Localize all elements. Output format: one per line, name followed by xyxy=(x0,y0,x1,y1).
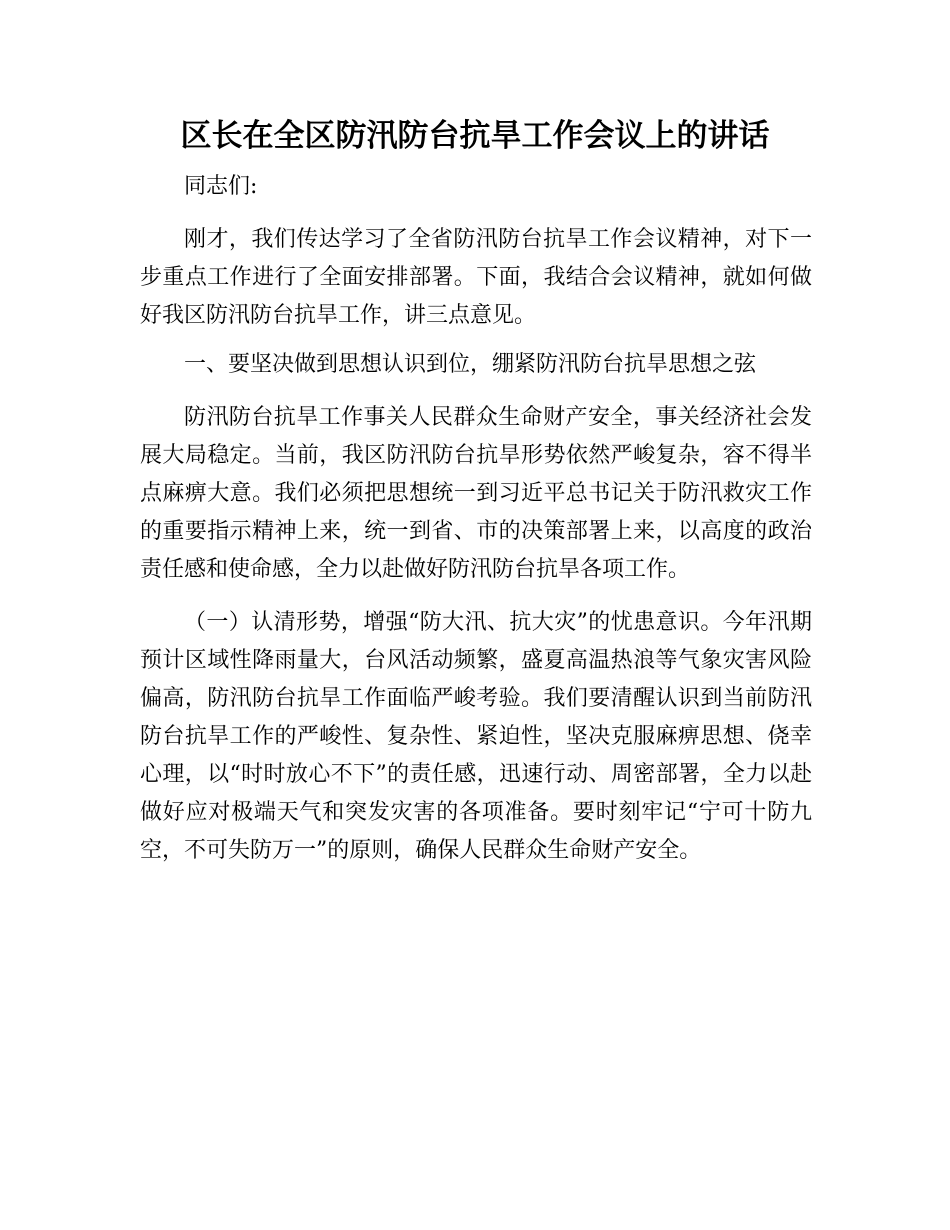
section-heading-1: 一、要坚决做到思想认识到位，绷紧防汛防台抗旱思想之弦 xyxy=(184,352,757,377)
paragraph-subsection-1: （一）认清形势，增强“防大汛、抗大灾”的忧患意识。今年汛期预计区域性降雨量大，台风活动频繁，盛夏高温热浪等气象灾害风险偏高，防汛防台抗旱工作面临严峻考验。我们要清醒认识到当前防汛防台抗旱工作的严峻性、复杂性、紧迫性，坚决克服麻痹思想、侥幸心理，以“时时放心不下”的责任感，迅速行动、周密部署，全力以赴做好应对极端天气和突发灾害的各项准备。要时刻牢记“宁可十防九空，不可失防万一”的原则，确保人民群众生命财产安全。 xyxy=(140,610,812,863)
greeting: 同志们: xyxy=(184,174,258,199)
document-body xyxy=(140,168,812,870)
document-title: 区长在全区防汛防台抗旱工作会议上的讲话 xyxy=(180,118,770,154)
paragraph-section-1: 防汛防台抗旱工作事关人民群众生命财产安全，事关经济社会发展大局稳定。当前，我区防汛防台抗旱形势依然严峻复杂，容不得半点麻痹大意。我们必须把思想统一到习近平总书记关于防汛救灾工作的重要指示精神上来，统一到省、市的决策部署上来，以高度的政治责任感和使命感，全力以赴做好防汛防台抗旱各项工作。 xyxy=(140,405,812,582)
paragraph-intro: 刚才，我们传达学习了全省防汛防台抗旱工作会议精神，对下一步重点工作进行了全面安排部署。下面，我结合会议精神，就如何做好我区防汛防台抗旱工作，讲三点意见。 xyxy=(140,227,812,328)
